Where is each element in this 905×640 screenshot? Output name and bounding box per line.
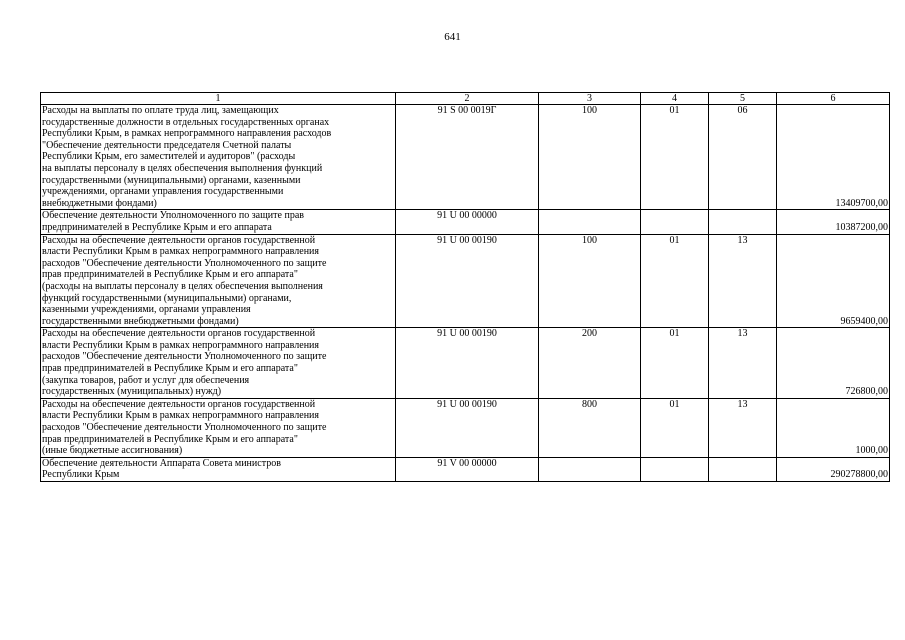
row-expense-type: 100	[539, 105, 641, 210]
table-body	[41, 93, 890, 482]
row-section: 01	[641, 234, 709, 328]
row-section: 01	[641, 398, 709, 457]
column-header-6: 6	[777, 93, 890, 105]
table-row	[41, 398, 890, 457]
row-subsection: 13	[709, 398, 777, 457]
row-amount: 726800,00	[777, 328, 890, 399]
table-row	[41, 105, 890, 210]
row-description: Обеспечение деятельности Уполномоченного по защите прав предпринимателей в Республике Крым и его аппарата	[41, 210, 396, 234]
row-subsection: 06	[709, 105, 777, 210]
row-description: Расходы на обеспечение деятельности органов государственной власти Республики Крым в рамках непрограммного направления расходов "Обеспечение деятельности Уполномоченного по защите прав предпринимателей в Республике Крым и его аппарата" (расходы на выплаты персоналу в целях обеспечения выполнения функций государственными (муниципальными) органами, казенными учреждениями, органами управления государственными внебюджетными фондами)	[41, 234, 396, 328]
row-subsection	[709, 210, 777, 234]
row-expense-type: 800	[539, 398, 641, 457]
table-row	[41, 210, 890, 234]
column-header-1: 1	[41, 93, 396, 105]
column-header-3: 3	[539, 93, 641, 105]
row-subsection: 13	[709, 234, 777, 328]
column-header-2: 2	[396, 93, 539, 105]
row-expense-type: 100	[539, 234, 641, 328]
row-amount: 13409700,00	[777, 105, 890, 210]
row-description: Расходы на обеспечение деятельности органов государственной власти Республики Крым в рамках непрограммного направления расходов "Обеспечение деятельности Уполномоченного по защите прав предпринимателей в Республике Крым и его аппарата" (иные бюджетные ассигнования)	[41, 398, 396, 457]
row-code: 91 S 00 0019Г	[396, 105, 539, 210]
page-number: 641	[444, 31, 461, 43]
table-row	[41, 234, 890, 328]
budget-table	[40, 92, 890, 482]
row-code: 91 U 00 00000	[396, 210, 539, 234]
row-amount: 1000,00	[777, 398, 890, 457]
row-expense-type: 200	[539, 328, 641, 399]
row-amount: 9659400,00	[777, 234, 890, 328]
row-section	[641, 457, 709, 481]
row-description: Расходы на выплаты по оплате труда лиц, замещающих государственные должности в отдельных государственных органах Республики Крым, в рамках непрограммного направления расходов "Обеспечение деятельности председателя Счетной палаты Республики Крым, его заместителей и аудиторов" (расходы на выплаты персоналу в целях обеспечения выполнения функций государственными (муниципальными) органами, казенными учреждениями, органами управления государственными внебюджетными фондами)	[41, 105, 396, 210]
row-section: 01	[641, 328, 709, 399]
row-code: 91 U 00 00190	[396, 328, 539, 399]
column-header-5: 5	[709, 93, 777, 105]
row-expense-type	[539, 210, 641, 234]
row-description: Обеспечение деятельности Аппарата Совета министров Республики Крым	[41, 457, 396, 481]
column-header-4: 4	[641, 93, 709, 105]
row-subsection	[709, 457, 777, 481]
row-code: 91 U 00 00190	[396, 234, 539, 328]
table-header-row	[41, 93, 890, 105]
row-subsection: 13	[709, 328, 777, 399]
row-amount: 10387200,00	[777, 210, 890, 234]
row-code: 91 V 00 00000	[396, 457, 539, 481]
row-code: 91 U 00 00190	[396, 398, 539, 457]
table-row	[41, 457, 890, 481]
row-expense-type	[539, 457, 641, 481]
row-section: 01	[641, 105, 709, 210]
row-section	[641, 210, 709, 234]
row-description: Расходы на обеспечение деятельности органов государственной власти Республики Крым в рамках непрограммного направления расходов "Обеспечение деятельности Уполномоченного по защите прав предпринимателей в Республике Крым и его аппарата" (закупка товаров, работ и услуг для обеспечения государственных (муниципальных) нужд)	[41, 328, 396, 399]
table-row	[41, 328, 890, 399]
row-amount: 290278800,00	[777, 457, 890, 481]
